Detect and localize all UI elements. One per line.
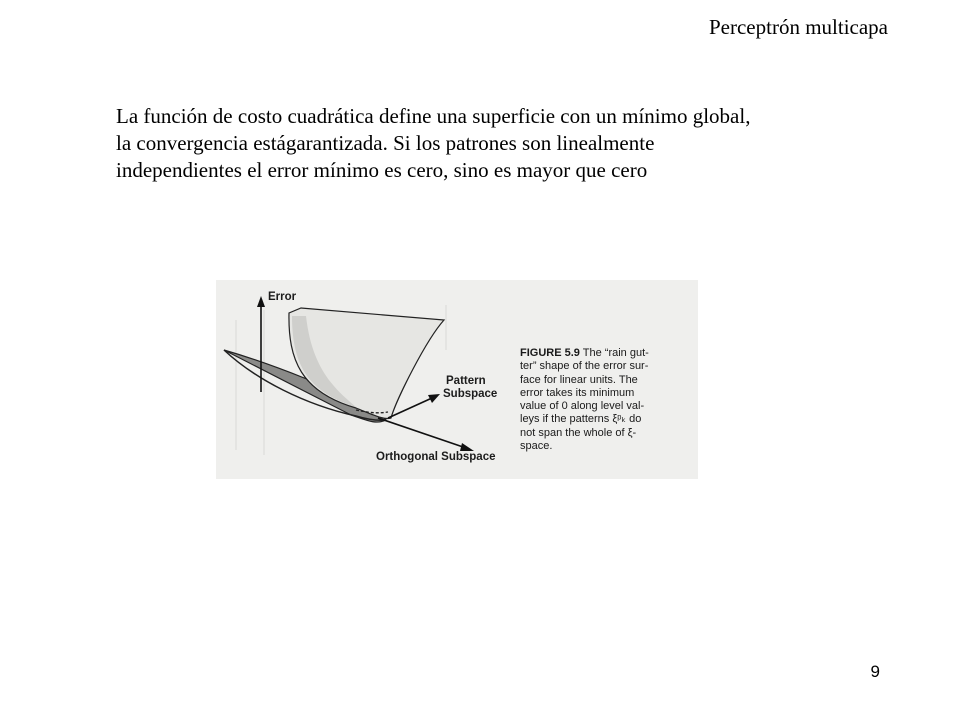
page-number: 9 [870, 662, 880, 681]
figure-caption [520, 347, 690, 453]
caption-line-6: leys if the patterns ξᵖₖ do [520, 413, 642, 426]
error-axis-label: Error [268, 291, 297, 303]
body-line-1: La función de costo cuadrática define una superficie con un mínimo global, [116, 104, 751, 128]
orthogonal-axis [378, 418, 466, 448]
caption-line-8: space. [520, 440, 553, 453]
pattern-subspace-label-line1: Pattern [446, 375, 486, 387]
body-line-3: independientes el error mínimo es cero, sino es mayor que cero [116, 158, 648, 182]
body-paragraph [116, 103, 876, 184]
caption-figure-label: FIGURE 5.9 [520, 347, 580, 359]
caption-line-3: face for linear units. The [520, 373, 638, 386]
rain-gutter-figure [216, 280, 698, 479]
orthogonal-axis-arrowhead [460, 443, 474, 451]
caption-line-1 [520, 347, 690, 360]
caption-line-1-text: The “rain gut- [582, 347, 649, 359]
pattern-axis-arrowhead [428, 394, 440, 403]
caption-line-7: not span the whole of ξ- [520, 426, 637, 439]
error-axis-arrowhead [257, 296, 265, 307]
slide-title: Perceptrón multicapa [708, 15, 888, 39]
pattern-subspace-label-line2: Subspace [443, 388, 498, 400]
caption-line-2: ter” shape of the error sur- [520, 360, 649, 373]
caption-line-5: value of 0 along level val- [520, 400, 645, 413]
orthogonal-subspace-label: Orthogonal Subspace [376, 451, 496, 463]
caption-line-4: error takes its minimum [520, 386, 635, 399]
body-line-2: la convergencia estágarantizada. Si los patrones son linealmente [116, 131, 655, 155]
